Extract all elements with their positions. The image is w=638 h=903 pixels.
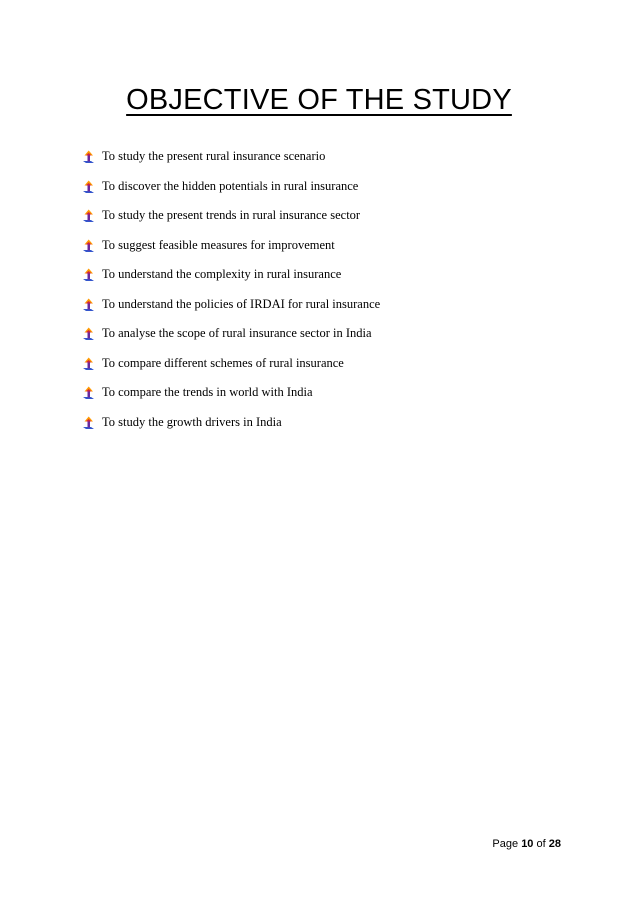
objective-text: To compare the trends in world with India — [102, 385, 313, 399]
objective-item — [82, 208, 380, 238]
objective-text: To understand the policies of IRDAI for rural insurance — [102, 296, 381, 311]
arrow-bullet-icon — [82, 298, 96, 312]
objective-item — [82, 297, 380, 327]
page-title-text: OBJECTIVE OF THE STUDY — [126, 84, 512, 116]
objective-item — [82, 149, 380, 179]
objective-text: To compare different schemes of rural insurance — [102, 355, 344, 370]
arrow-bullet-icon — [82, 209, 96, 223]
footer-of-label: of — [536, 838, 546, 850]
objective-text: To study the growth drivers in India — [102, 414, 282, 429]
footer-page-total: 28 — [548, 838, 561, 850]
objective-item — [82, 415, 380, 445]
arrow-bullet-icon — [82, 268, 96, 282]
objective-item — [82, 267, 380, 297]
arrow-bullet-icon — [82, 416, 96, 430]
objective-item — [82, 179, 380, 209]
objective-text: To understand the complexity in rural insurance — [102, 267, 342, 281]
page-footer — [492, 838, 561, 850]
objective-text: To study the present trends in rural insurance sector — [102, 208, 361, 222]
objective-item — [82, 356, 380, 386]
objective-text: To discover the hidden potentials in rural insurance — [102, 178, 359, 193]
arrow-bullet-icon — [82, 386, 96, 400]
arrow-bullet-icon — [82, 180, 96, 194]
page-title — [0, 84, 638, 117]
footer-page-label: Page — [492, 838, 519, 850]
arrow-bullet-icon — [82, 150, 96, 164]
objective-item — [82, 385, 380, 415]
objectives-list — [82, 149, 380, 444]
objective-text: To study the present rural insurance scenario — [102, 149, 326, 163]
objective-text: To analyse the scope of rural insurance sector in India — [102, 326, 372, 340]
arrow-bullet-icon — [82, 327, 96, 341]
objective-item — [82, 238, 380, 268]
objective-item — [82, 326, 380, 356]
arrow-bullet-icon — [82, 239, 96, 253]
objective-text: To suggest feasible measures for improvement — [102, 237, 335, 252]
arrow-bullet-icon — [82, 357, 96, 371]
footer-page-current: 10 — [521, 838, 534, 850]
